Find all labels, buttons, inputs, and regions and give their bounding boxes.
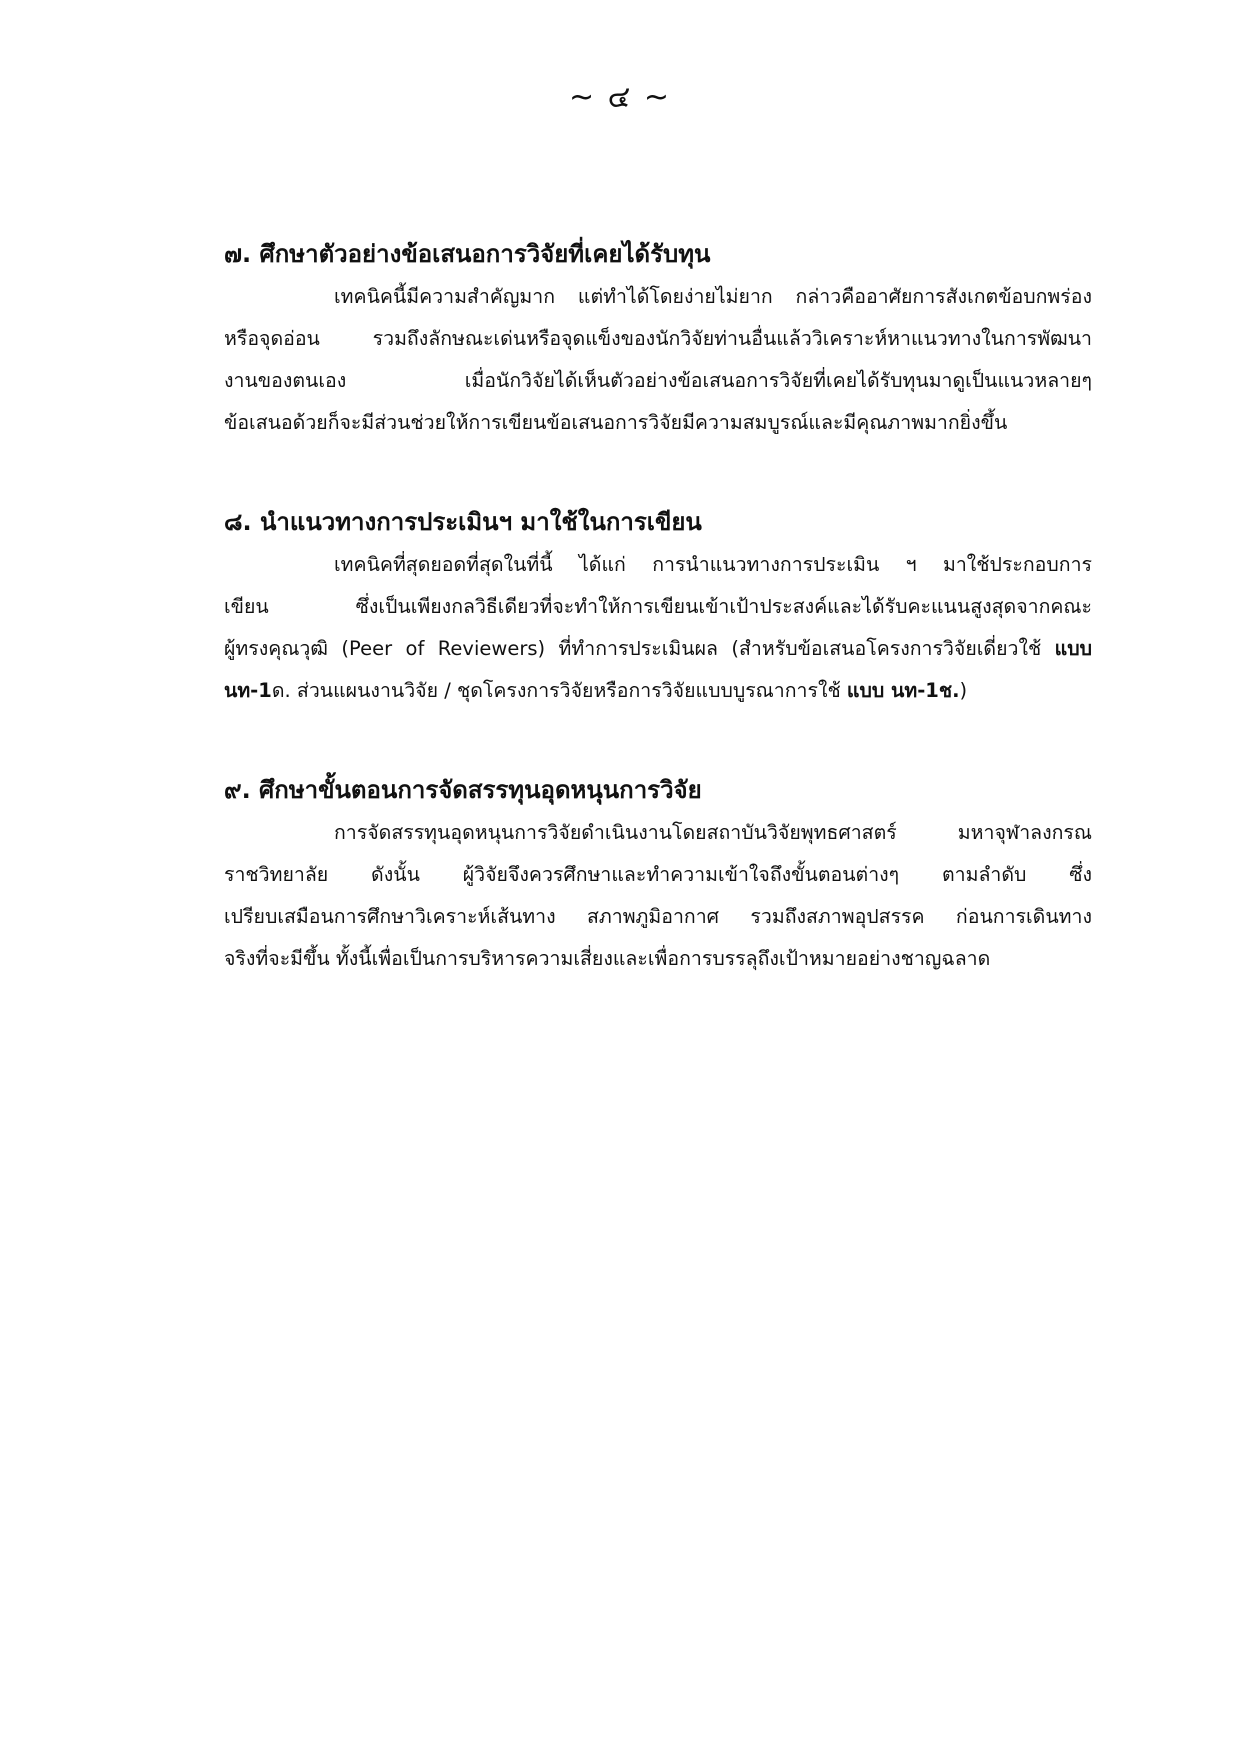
- paragraph-line: หรือจุดอ่อน รวมถึงลักษณะเด่นหรือจุดแข็งของนักวิจัยท่านอื่นแล้ววิเคราะห์หาแนวทางในการพัฒนา: [224, 327, 1092, 350]
- line-text: ผู้ทรงคุณวุฒิ (Peer of Reviewers) ที่ทำการประเมินผล (สำหรับข้อเสนอโครงการวิจัยเดี่ยวใช้: [224, 637, 1042, 660]
- line-text: ): [959, 679, 968, 702]
- paragraph-line: เปรียบเสมือนการศึกษาวิเคราะห์เส้นทาง สภาพภูมิอากาศ รวมถึงสภาพอุปสรรค ก่อนการเดินทาง: [224, 905, 1092, 928]
- paragraph-line: เทคนิคที่สุดยอดที่สุดในที่นี้ ได้แก่ การนำแนวทางการประเมิน ฯ มาใช้ประกอบการ: [334, 553, 1092, 576]
- section-7: [224, 236, 1092, 444]
- section-heading: ๗. ศึกษาตัวอย่างข้อเสนอการวิจัยที่เคยได้รับทุน: [224, 240, 711, 268]
- section-8: [224, 504, 1092, 712]
- section-heading: ๙. ศึกษาขั้นตอนการจัดสรรทุนอุดหนุนการวิจัย: [224, 776, 702, 804]
- paragraph-line: เทคนิคนี้มีความสำคัญมาก แต่ทำได้โดยง่ายไม่ยาก กล่าวคืออาศัยการสังเกตข้อบกพร่อง: [334, 285, 1092, 308]
- section-paragraph: [224, 544, 1092, 712]
- paragraph-line: ข้อเสนอด้วยก็จะมีส่วนช่วยให้การเขียนข้อเสนอการวิจัยมีความสมบูรณ์และมีคุณภาพมากยิ่งขึ้น: [224, 411, 1008, 434]
- section-paragraph: [224, 276, 1092, 444]
- paragraph-line: [224, 628, 1092, 670]
- paragraph-line: ราชวิทยาลัย ดังนั้น ผู้วิจัยจึงควรศึกษาและทำความเข้าใจถึงขั้นตอนต่างๆ ตามลำดับ ซึ่ง: [224, 863, 1092, 886]
- section-paragraph: [224, 812, 1092, 980]
- section-heading: ๘. นำแนวทางการประเมินฯ มาใช้ในการเขียน: [224, 508, 702, 536]
- paragraph-line: จริงที่จะมีขึ้น ทั้งนี้เพื่อเป็นการบริหารความเสี่ยงและเพื่อการบรรลุถึงเป้าหมายอย่างชาญฉลาด: [224, 947, 991, 970]
- form-name-bold: แบบ: [1054, 637, 1092, 660]
- line-text: ด. ส่วนแผนงานวิจัย / ชุดโครงการวิจัยหรือการวิจัยแบบบูรณาการใช้: [271, 679, 841, 702]
- page-number: ~ ๔ ~: [568, 80, 672, 115]
- form-code-bold: นท-1: [224, 679, 272, 702]
- paragraph-line: เขียน ซึ่งเป็นเพียงกลวิธีเดียวที่จะทำให้การเขียนเข้าเป้าประสงค์และได้รับคะแนนสูงสุดจากคณะ: [224, 595, 1092, 618]
- paragraph-line: การจัดสรรทุนอุดหนุนการวิจัยดำเนินงานโดยสถาบันวิจัยพุทธศาสตร์ มหาจุฬาลงกรณ: [334, 821, 1092, 844]
- paragraph-line: งานของตนเอง เมื่อนักวิจัยได้เห็นตัวอย่างข้อเสนอการวิจัยที่เคยได้รับทุนมาดูเป็นแนวหลายๆ: [224, 369, 1092, 392]
- paragraph-line: [224, 670, 1092, 712]
- form-code-bold: แบบ นท-1ช.: [846, 679, 960, 702]
- section-9: [224, 772, 1092, 980]
